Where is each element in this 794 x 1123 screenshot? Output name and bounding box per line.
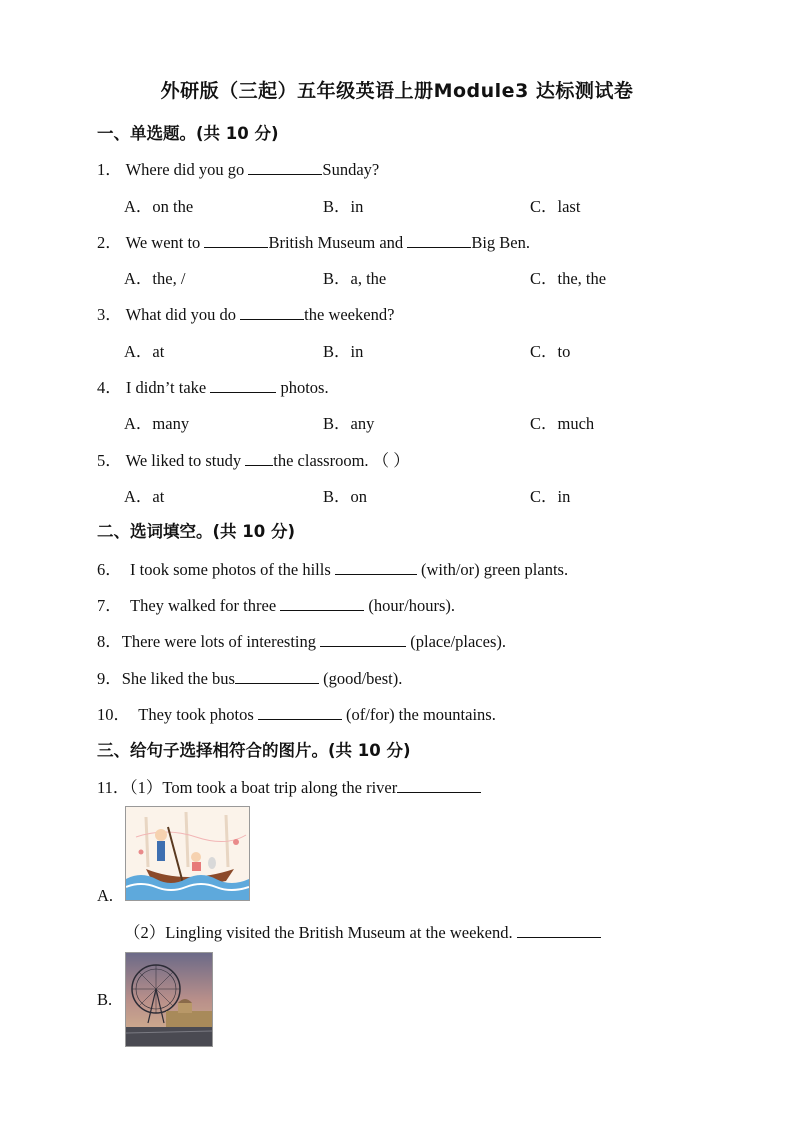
london-eye-image <box>126 953 212 1046</box>
option-c: C．to <box>530 342 571 361</box>
option-a: A．at <box>124 487 165 506</box>
option-b: B．any <box>323 414 375 433</box>
london-eye-photo <box>125 952 213 1047</box>
question-text: They took photos <box>138 705 258 724</box>
question-2 <box>97 229 530 253</box>
answer-blank <box>335 560 417 575</box>
option-c: C．the, the <box>530 269 607 288</box>
question-number: 11． <box>97 778 130 797</box>
option-a: A．the, / <box>124 269 186 288</box>
option-b: B．a, the <box>323 269 387 288</box>
answer-blank <box>280 596 364 611</box>
option-a: A．many <box>124 414 190 433</box>
question-text: (good/best). <box>318 669 403 688</box>
picture-label-b: B. <box>97 990 113 1009</box>
question-number: 4． <box>97 378 122 397</box>
question-text: the weekend? <box>304 305 395 324</box>
question-number: 5． <box>97 451 122 470</box>
question-text: (of/for) the mountains. <box>341 705 496 724</box>
section-heading-1: 一、单选题。(共 10 分) <box>97 124 279 143</box>
question-11-part-2 <box>124 919 601 943</box>
answer-blank <box>517 923 601 938</box>
option-c: C．in <box>530 487 571 506</box>
answer-blank <box>235 669 319 684</box>
option-a: A．on the <box>124 197 194 216</box>
question-text: What did you do <box>125 305 241 324</box>
answer-blank <box>397 778 481 793</box>
question-number: 10． <box>97 705 130 724</box>
question-text: （1）Tom took a boat trip along the river <box>129 778 398 797</box>
question-number: 1． <box>97 160 122 179</box>
question-text: I didn’t take <box>125 378 211 397</box>
question-text: photos. <box>276 378 329 397</box>
question-7 <box>97 592 455 616</box>
answer-blank <box>407 233 471 248</box>
question-8 <box>97 628 506 652</box>
answer-blank <box>248 160 322 175</box>
question-text: British Museum and <box>268 233 408 252</box>
question-text: the classroom. （ ） <box>273 451 410 470</box>
question-6 <box>97 556 568 580</box>
question-number: 9． <box>97 669 122 688</box>
answer-blank <box>258 705 342 720</box>
question-number: 2． <box>97 233 122 252</box>
section-heading-2: 二、选词填空。(共 10 分) <box>97 522 296 541</box>
picture-label-a: A. <box>97 886 114 905</box>
question-text: There were lots of interesting <box>121 632 321 651</box>
question-text: (with/or) green plants. <box>416 560 569 579</box>
answer-blank <box>245 451 273 466</box>
option-b: B．on <box>323 487 368 506</box>
answer-blank <box>240 305 304 320</box>
question-10 <box>97 701 496 725</box>
option-c: C．last <box>530 197 581 216</box>
question-text: We liked to study <box>125 451 246 470</box>
question-text: Big Ben. <box>471 233 530 252</box>
question-number: 6． <box>97 560 122 579</box>
question-text: （2）Lingling visited the British Museum at the weekend. <box>124 923 517 942</box>
option-c: C．much <box>530 414 595 433</box>
boat-trip-image <box>126 807 249 900</box>
section-heading-3: 三、给句子选择相符合的图片。(共 10 分) <box>97 741 411 760</box>
answer-blank <box>320 632 406 647</box>
question-text: (place/places). <box>406 632 506 651</box>
question-4 <box>97 374 329 398</box>
question-9 <box>97 665 402 689</box>
question-number: 7． <box>97 596 122 615</box>
question-text: Where did you go <box>125 160 249 179</box>
question-text: I took some photos of the hills <box>130 560 335 579</box>
question-text: She liked the bus <box>121 669 235 688</box>
option-b: B．in <box>323 342 364 361</box>
answer-blank <box>210 378 276 393</box>
question-number: 3． <box>97 305 122 324</box>
question-text: They walked for three <box>130 596 281 615</box>
question-text: Sunday? <box>322 160 380 179</box>
page-title: 外研版（三起）五年级英语上册Module3 达标测试卷 <box>160 80 634 102</box>
question-text: We went to <box>125 233 205 252</box>
question-1 <box>97 156 379 180</box>
question-11-part-1 <box>97 774 481 798</box>
option-a: A．at <box>124 342 165 361</box>
boat-trip-illustration <box>125 806 250 901</box>
option-b: B．in <box>323 197 364 216</box>
question-3 <box>97 301 394 325</box>
question-5 <box>97 447 410 471</box>
answer-blank <box>204 233 268 248</box>
question-number: 8． <box>97 632 122 651</box>
question-text: (hour/hours). <box>364 596 455 615</box>
